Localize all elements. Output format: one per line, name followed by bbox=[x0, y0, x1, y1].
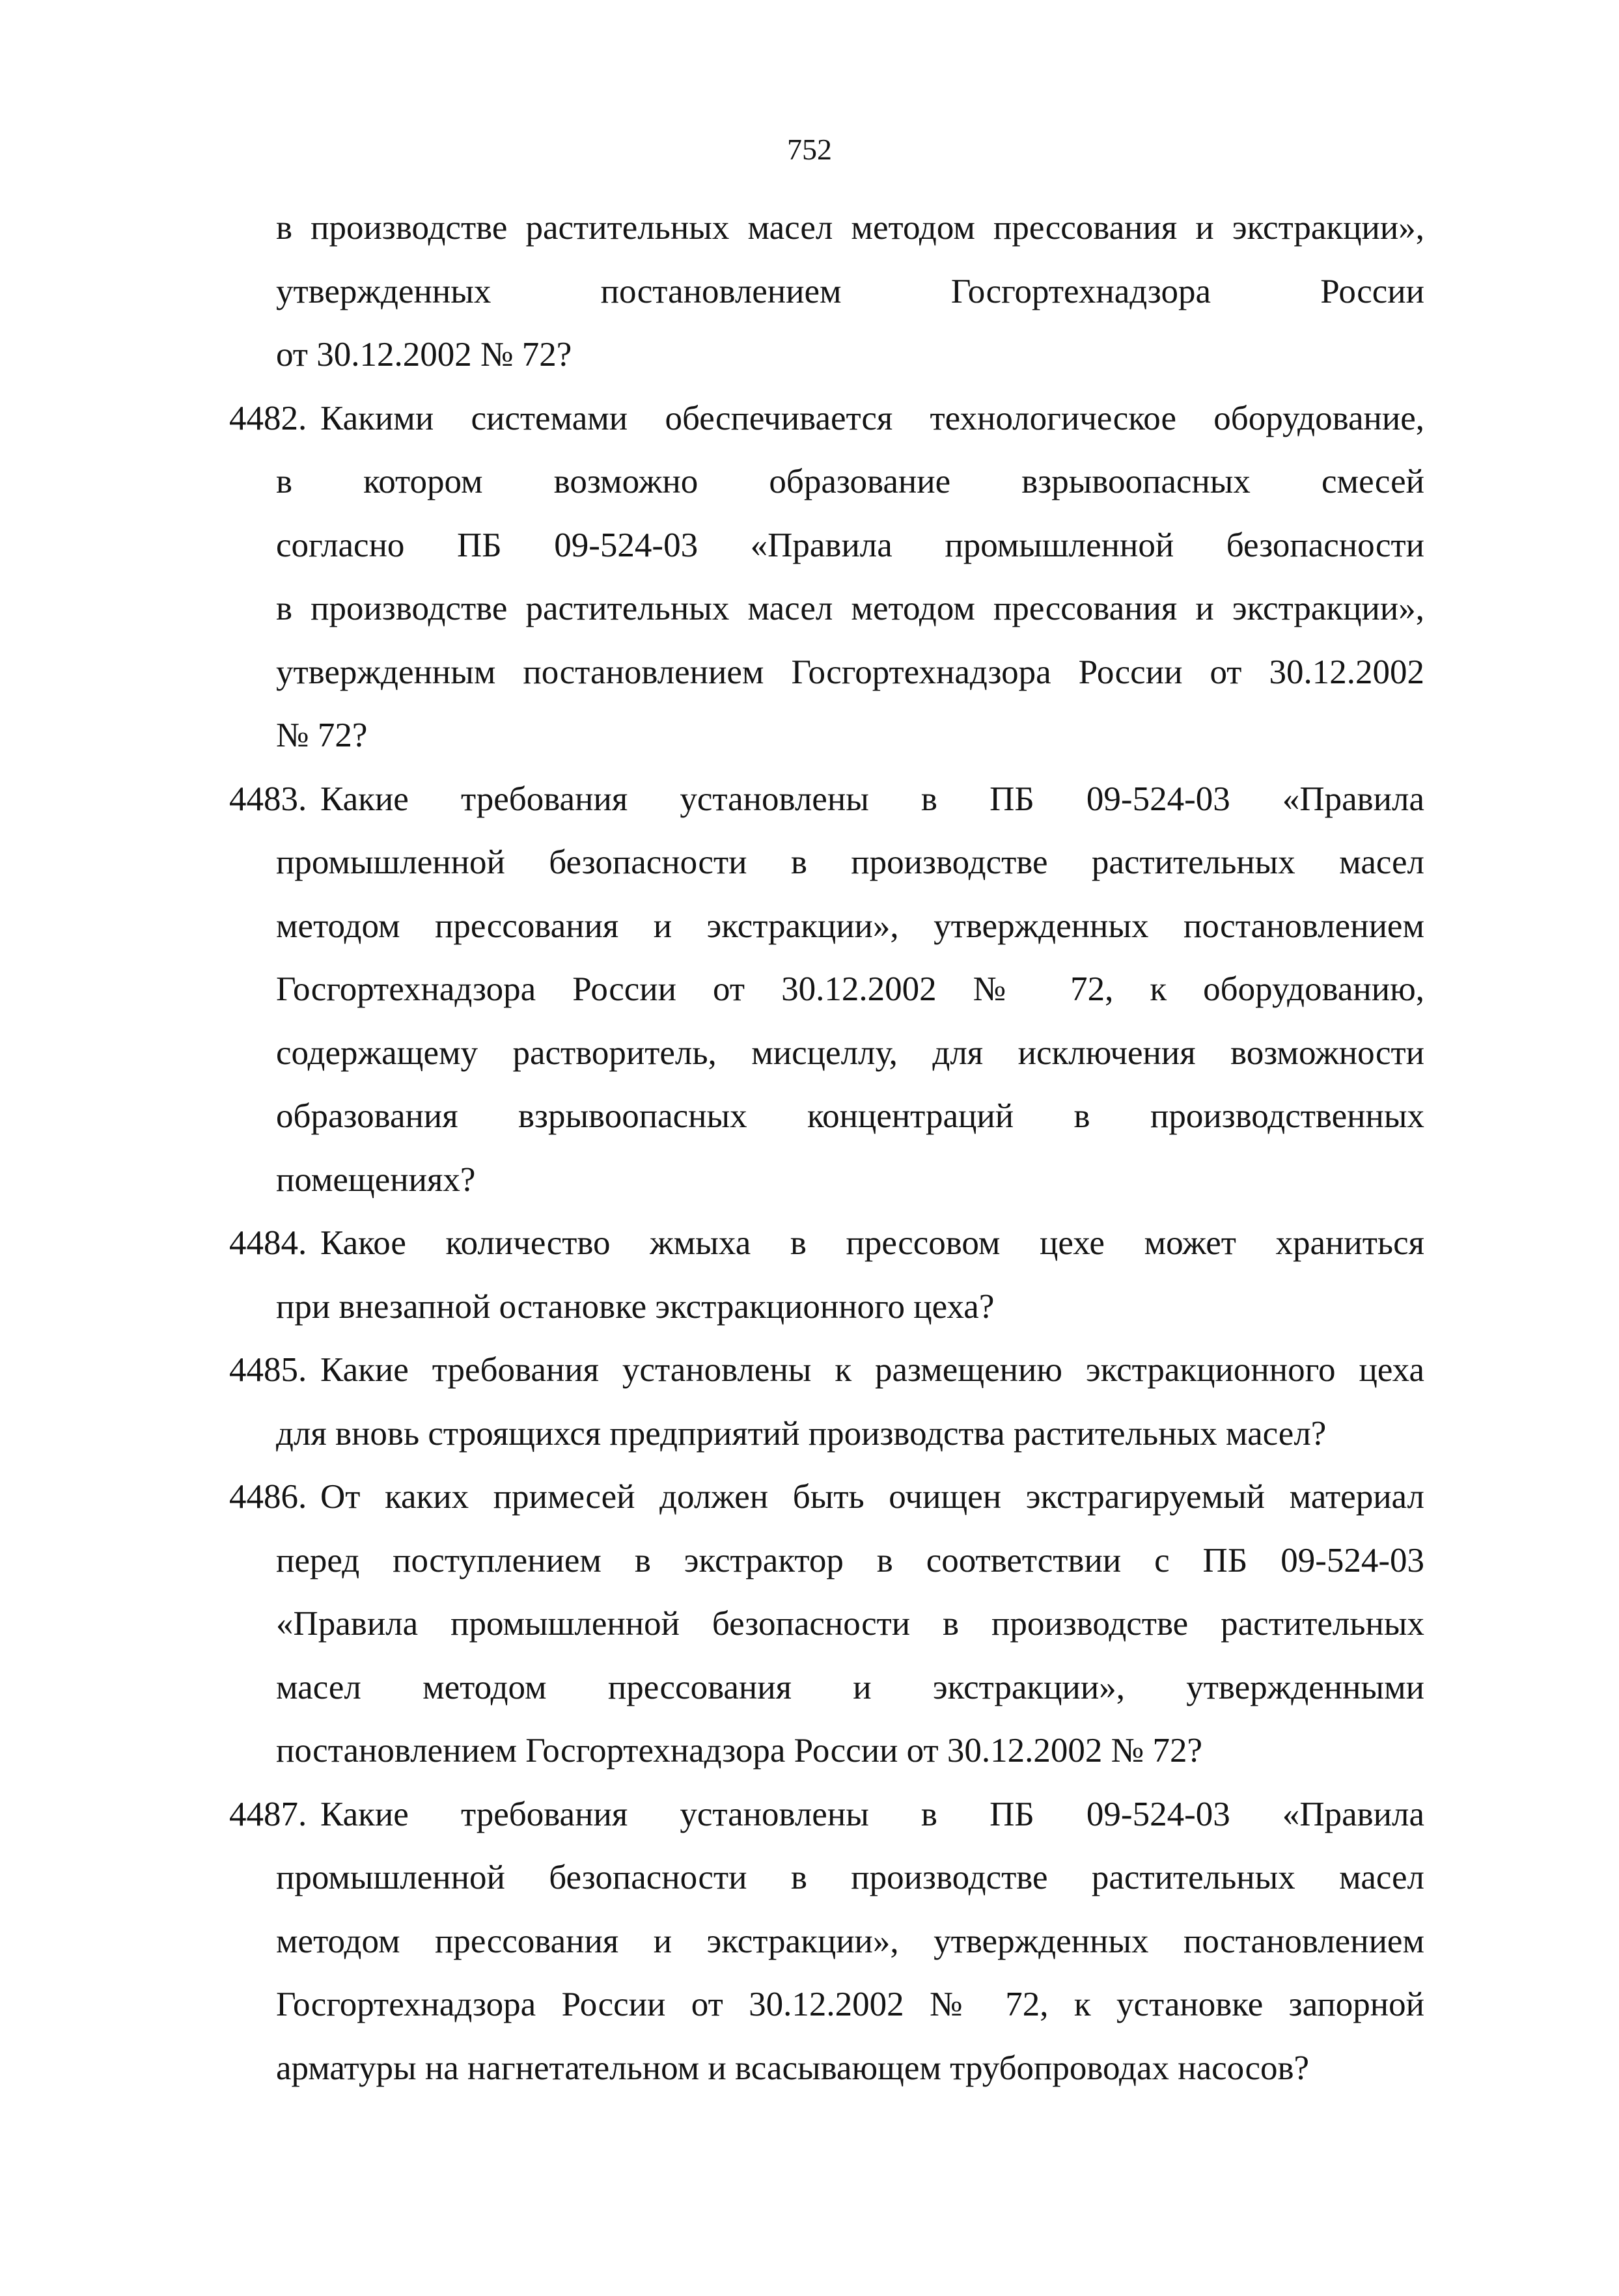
text-line: в производстве растительных масел методом прессования и экстракции», bbox=[276, 209, 1424, 247]
question-4485 bbox=[229, 1339, 1424, 1466]
text-line: помещениях? bbox=[276, 1160, 476, 1199]
text-line: Госгортехнадзора России от 30.12.2002 № 72, к оборудованию, bbox=[276, 970, 1424, 1008]
text-line: в производстве растительных масел методом прессования и экстракции», bbox=[276, 590, 1424, 627]
text-line: в котором возможно образование взрывоопасных смесей bbox=[276, 463, 1424, 500]
text-line: утвержденным постановлением Госгортехнадзора России от 30.12.2002 bbox=[276, 653, 1424, 691]
text-line bbox=[229, 1466, 1424, 1529]
text-line: при внезапной остановке экстракционного цеха? bbox=[276, 1287, 995, 1326]
question-number: 4487. bbox=[229, 1795, 307, 1833]
text-line: Госгортехнадзора России от 30.12.2002 № 72, к установке запорной bbox=[276, 1986, 1424, 2023]
text-line: от 30.12.2002 № 72? bbox=[276, 336, 572, 374]
question-4484 bbox=[229, 1212, 1424, 1339]
text-line: промышленной безопасности в производстве растительных масел bbox=[276, 843, 1424, 881]
question-text: Какими системами обеспечивается технологическое оборудование, bbox=[320, 399, 1424, 437]
question-4483 bbox=[229, 768, 1424, 1212]
text-line: методом прессования и экстракции», утвержденных постановлением bbox=[276, 1922, 1424, 1960]
text-line: методом прессования и экстракции», утвержденных постановлением bbox=[276, 907, 1424, 945]
question-4486 bbox=[229, 1466, 1424, 1783]
text-line bbox=[229, 1783, 1424, 1847]
text-line: образования взрывоопасных концентраций в производственных bbox=[276, 1097, 1424, 1135]
text-line: утвержденных постановлением Госгортехнадзора России bbox=[276, 272, 1424, 310]
question-4487 bbox=[229, 1783, 1424, 2101]
text-line: согласно ПБ 09-524-03 «Правила промышленной безопасности bbox=[276, 526, 1424, 564]
text-line bbox=[229, 1339, 1424, 1402]
continuation-text bbox=[229, 197, 1424, 387]
question-text: Какие требования установлены в ПБ 09-524-03 «Правила bbox=[320, 780, 1424, 818]
text-line: промышленной безопасности в производстве растительных масел bbox=[276, 1859, 1424, 1896]
text-line: для вновь строящихся предприятий производства растительных масел? bbox=[276, 1414, 1327, 1453]
text-line: масел методом прессования и экстракции», утвержденными bbox=[276, 1668, 1424, 1706]
question-4482 bbox=[229, 387, 1424, 768]
text-line: постановлением Госгортехнадзора России от 30.12.2002 № 72? bbox=[276, 1732, 1202, 1770]
question-text: Какие требования установлены в ПБ 09-524-03 «Правила bbox=[320, 1795, 1424, 1833]
text-line: «Правила промышленной безопасности в производстве растительных bbox=[276, 1605, 1424, 1643]
text-line: № 72? bbox=[276, 717, 368, 754]
document-body bbox=[229, 197, 1424, 2100]
question-text: Какие требования установлены к размещению экстракционного цеха bbox=[320, 1351, 1424, 1389]
text-line: арматуры на нагнетательном и всасывающем трубопроводах насосов? bbox=[276, 2049, 1310, 2087]
text-line bbox=[229, 1212, 1424, 1276]
question-number: 4484. bbox=[229, 1224, 307, 1262]
text-line: перед поступлением в экстрактор в соответствии с ПБ 09-524-03 bbox=[276, 1541, 1424, 1579]
text-line: содержащему растворитель, мисцеллу, для исключения возможности bbox=[276, 1033, 1424, 1072]
text-line bbox=[229, 768, 1424, 832]
question-number: 4486. bbox=[229, 1478, 307, 1516]
page-number: 752 bbox=[787, 133, 832, 166]
question-text: От каких примесей должен быть очищен экстрагируемый материал bbox=[320, 1478, 1424, 1516]
question-number: 4485. bbox=[229, 1351, 307, 1389]
question-number: 4483. bbox=[229, 780, 307, 818]
question-number: 4482. bbox=[229, 399, 307, 437]
question-text: Какое количество жмыха в прессовом цехе может храниться bbox=[320, 1224, 1424, 1262]
text-line bbox=[229, 387, 1424, 451]
